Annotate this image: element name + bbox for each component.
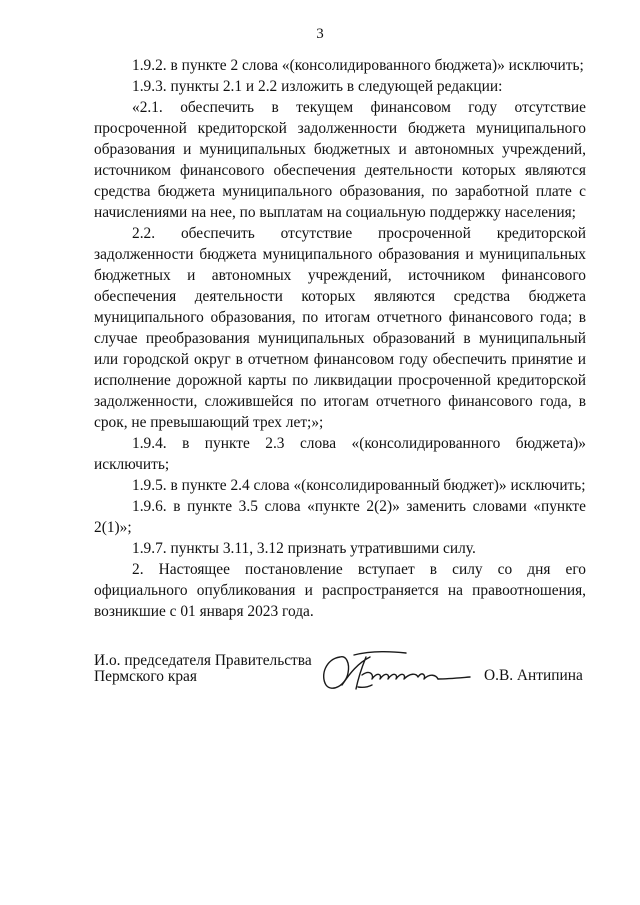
signature-block	[94, 653, 586, 703]
page-number: 3	[316, 26, 324, 42]
signer-name: О.В. Антипина	[484, 667, 583, 684]
paragraph-2-effective-date: 2. Настоящее постановление вступает в силу со дня его официального опубликования и распространяется на правоотношения, возникшие с 01 января 2023 года.	[94, 561, 586, 620]
handwritten-signature	[318, 645, 488, 695]
document-body	[94, 55, 586, 622]
paragraph-2-2: 2.2. обеспечить отсутствие просроченной кредиторской задолженности бюджета муниципального образования и муниципальных бюджетных и автономных учреждений, источником финансового обеспечения деятельности которых являются средства бюджета муниципального образования, по итогам отчетного финансового года; в случае преобразования муниципальных образований в муниципальный или городской округ в отчетном финансовом году обеспечить принятие и исполнение дорожной карты по ликвидации просроченной кредиторской задолженности, сложившейся по итогам отчетного финансового года, в срок, не превышающий трех лет;»;	[94, 225, 586, 431]
paragraph-1-9-6: 1.9.6. в пункте 3.5 слова «пункте 2(2)» заменить словами «пункте 2(1)»;	[94, 498, 586, 536]
paragraph-1-9-7: 1.9.7. пункты 3.11, 3.12 признать утратившими силу.	[132, 540, 476, 557]
paragraph-2-1: «2.1. обеспечить в текущем финансовом году отсутствие просроченной кредиторской задолженности бюджета муниципального образования и муниципальных бюджетных и автономных учреждений, источником финансового обеспечения деятельности которых являются средства бюджета муниципального образования, по заработной плате с начислениями на нее, по выплатам на социальную поддержку населения;	[94, 99, 586, 221]
paragraph-1-9-5: 1.9.5. в пункте 2.4 слова «(консолидированный бюджет)» исключить;	[132, 477, 586, 494]
signer-position-line-1: И.о. председателя Правительства	[94, 652, 312, 669]
signer-position-line-2: Пермского края	[94, 668, 197, 685]
paragraph-1-9-2: 1.9.2. в пункте 2 слова «(консолидированного бюджета)» исключить;	[132, 57, 584, 74]
signer-position	[94, 653, 312, 685]
paragraph-1-9-4: 1.9.4. в пункте 2.3 слова «(консолидированного бюджета)» исключить;	[94, 435, 586, 473]
paragraph-1-9-3: 1.9.3. пункты 2.1 и 2.2 изложить в следующей редакции:	[132, 78, 503, 95]
